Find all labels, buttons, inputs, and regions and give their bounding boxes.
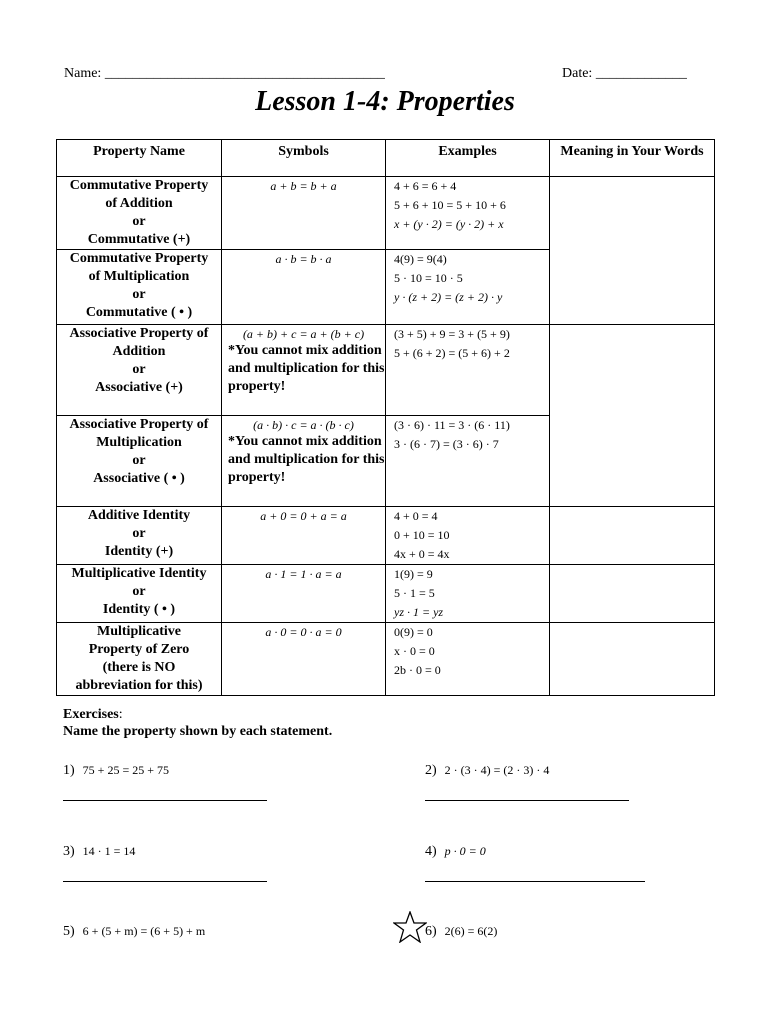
example-line: (3 · 6) · 11 = 3 · (6 · 11) <box>394 418 510 432</box>
property-name-cell <box>57 565 222 623</box>
property-name-line: or <box>132 287 146 302</box>
symbol-note: *You cannot mix addition and multiplication for this property! <box>228 434 385 485</box>
examples-cell <box>386 507 550 565</box>
example-line: yz · 1 = yz <box>394 605 444 619</box>
table-row <box>57 177 715 250</box>
symbols-cell <box>222 250 386 325</box>
exercise-number: 1) <box>63 763 75 778</box>
example-line: x + (y · 2) = (y · 2) + x <box>394 217 504 231</box>
symbols-cell <box>222 623 386 696</box>
property-name-cell <box>57 177 222 250</box>
table-row <box>57 565 715 623</box>
example-line: 2b · 0 = 0 <box>394 663 441 677</box>
property-name-cell <box>57 416 222 507</box>
example-line: 3 · (6 · 7) = (3 · 6) · 7 <box>394 437 499 451</box>
table-row <box>57 325 715 416</box>
header-symbols: Symbols <box>222 140 386 177</box>
property-name-line: Associative Property of <box>69 417 209 432</box>
property-name-line: or <box>132 214 146 229</box>
symbol-formula: a · b = b · a <box>275 252 332 266</box>
symbol-formula: a + b = b + a <box>270 179 337 193</box>
properties-table <box>56 139 715 696</box>
property-name-cell <box>57 250 222 325</box>
symbols-cell <box>222 565 386 623</box>
property-name-line: Commutative Property <box>69 251 209 266</box>
examples-cell <box>386 416 550 507</box>
property-name-line: Property of Zero <box>88 642 190 657</box>
symbol-formula: a · 1 = 1 · a = a <box>265 567 342 581</box>
exercises-heading <box>63 706 123 724</box>
property-name-line: of Addition <box>105 196 173 211</box>
answer-line[interactable] <box>63 800 267 801</box>
examples-cell <box>386 250 550 325</box>
answer-line[interactable] <box>425 881 645 882</box>
example-line: x · 0 = 0 <box>394 644 435 658</box>
property-name-line: or <box>132 526 146 541</box>
symbols-cell <box>222 507 386 565</box>
property-name-line: Identity ( • ) <box>102 602 176 617</box>
example-line: 4(9) = 9(4) <box>394 252 447 266</box>
symbols-cell <box>222 416 386 507</box>
date-field-label: Date: _____________ <box>562 66 687 81</box>
exercise-item <box>63 761 169 779</box>
meaning-answer-cell[interactable] <box>550 177 715 325</box>
exercise-statement: 2(6) = 6(2) <box>444 924 498 938</box>
header-examples: Examples <box>386 140 550 177</box>
example-line: y · (z + 2) = (z + 2) · y <box>394 290 503 304</box>
example-line: 4 + 0 = 4 <box>394 509 438 523</box>
property-name-line: Associative (+) <box>95 380 183 395</box>
example-line: (3 + 5) + 9 = 3 + (5 + 9) <box>394 327 510 341</box>
property-name-line: abbreviation for this) <box>75 678 203 693</box>
exercise-item <box>425 922 497 940</box>
symbol-formula: (a · b) · c = a · (b · c) <box>253 418 354 432</box>
name-field-label: Name: ________________________________________ <box>64 66 385 81</box>
star-icon <box>393 911 427 943</box>
exercise-number: 3) <box>63 844 75 859</box>
property-name-line: Multiplicative <box>97 624 181 639</box>
answer-line[interactable] <box>63 881 267 882</box>
examples-cell <box>386 177 550 250</box>
example-line: 0(9) = 0 <box>394 625 433 639</box>
header-meaning: Meaning in Your Words <box>550 140 715 177</box>
example-line: 4 + 6 = 6 + 4 <box>394 179 457 193</box>
exercise-statement: 75 + 25 = 25 + 75 <box>82 763 169 777</box>
symbol-note: *You cannot mix addition and multiplication for this property! <box>228 343 385 394</box>
property-name-line: Associative Property of <box>69 326 209 341</box>
property-name-line: of Multiplication <box>88 269 190 284</box>
example-line: 5 · 1 = 5 <box>394 586 435 600</box>
header-property-name: Property Name <box>57 140 222 177</box>
example-line: 5 + (6 + 2) = (5 + 6) + 2 <box>394 346 510 360</box>
exercises-label: Exercises <box>63 707 119 722</box>
example-line: 1(9) = 9 <box>394 567 433 581</box>
property-name-line: (there is NO <box>102 660 176 675</box>
exercise-item <box>63 922 205 940</box>
examples-cell <box>386 325 550 416</box>
examples-cell <box>386 565 550 623</box>
exercise-item <box>425 842 486 860</box>
example-line: 5 · 10 = 10 · 5 <box>394 271 463 285</box>
exercise-item <box>425 761 549 779</box>
property-name-line: Additive Identity <box>87 508 191 523</box>
exercises-colon: : <box>118 707 123 722</box>
table-row <box>57 623 715 696</box>
example-line: 0 + 10 = 10 <box>394 528 450 542</box>
property-name-line: Associative ( • ) <box>93 471 185 486</box>
symbol-formula: (a + b) + c = a + (b + c) <box>242 327 365 341</box>
table-row <box>57 507 715 565</box>
table-header-row <box>57 140 715 177</box>
property-name-line: Identity (+) <box>104 544 174 559</box>
symbols-cell <box>222 177 386 250</box>
exercises-instruction: Name the property shown by each statement. <box>63 724 333 739</box>
property-name-line: Multiplicative Identity <box>71 566 207 581</box>
example-line: 5 + 6 + 10 = 5 + 10 + 6 <box>394 198 506 212</box>
examples-cell <box>386 623 550 696</box>
property-name-line: or <box>132 453 146 468</box>
answer-line[interactable] <box>425 800 629 801</box>
exercise-number: 4) <box>425 844 437 859</box>
example-line: 4x + 0 = 4x <box>394 547 450 561</box>
meaning-answer-cell[interactable] <box>550 507 715 565</box>
exercise-statement: 14 · 1 = 14 <box>82 844 136 858</box>
meaning-answer-cell[interactable] <box>550 623 715 696</box>
property-name-line: Commutative (+) <box>87 232 191 247</box>
property-name-line: or <box>132 584 146 599</box>
property-name-line: Commutative Property <box>69 178 209 193</box>
exercise-statement: p · 0 = 0 <box>444 844 486 858</box>
property-name-line: Multiplication <box>96 435 182 450</box>
property-name-cell <box>57 325 222 416</box>
page-title: Lesson 1-4: Properties <box>255 86 515 117</box>
exercise-statement: 2 · (3 · 4) = (2 · 3) · 4 <box>444 763 550 777</box>
exercise-item <box>63 842 135 860</box>
symbol-formula: a · 0 = 0 · a = 0 <box>265 625 342 639</box>
property-name-line: Addition <box>112 344 166 359</box>
property-name-cell <box>57 623 222 696</box>
symbols-cell <box>222 325 386 416</box>
exercise-number: 5) <box>63 924 75 939</box>
meaning-answer-cell[interactable] <box>550 565 715 623</box>
symbol-formula: a + 0 = 0 + a = a <box>260 509 347 523</box>
property-name-line: Commutative ( • ) <box>85 305 193 320</box>
exercise-number: 2) <box>425 763 437 778</box>
property-name-cell <box>57 507 222 565</box>
exercise-statement: 6 + (5 + m) = (6 + 5) + m <box>82 924 206 938</box>
exercise-number: 6) <box>425 924 437 939</box>
meaning-answer-cell[interactable] <box>550 325 715 507</box>
property-name-line: or <box>132 362 146 377</box>
